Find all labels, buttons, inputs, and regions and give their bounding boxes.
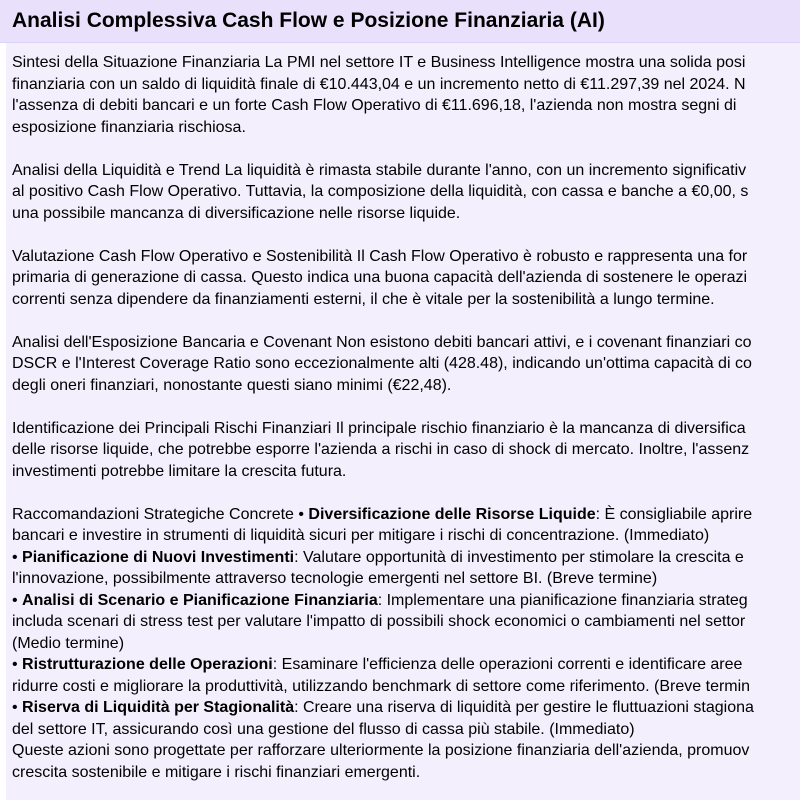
text-line: ridurre costi e migliorare la produttività, utilizzando benchmark di settore come riferimento. (Breve termin [12, 677, 751, 695]
text-line: crescita sostenibile e mitigare i rischi finanziari emergenti. [12, 763, 421, 781]
text-line: correnti senza dipendere da finanziamenti esterni, il che è vitale per la sostenibilità a lungo termine. [12, 290, 715, 308]
text-line: una possibile mancanza di diversificazione nelle risorse liquide. [12, 204, 461, 222]
recommendations-intro: Raccomandazioni Strategiche Concrete • [12, 505, 309, 523]
recommendation-item [12, 654, 754, 676]
text-line: bancari e investire in strumenti di liquidità sicuri per mitigare i rischi di concentrazione. (Immediato) [12, 527, 710, 544]
text-line: esposizione finanziaria rischiosa. [12, 118, 246, 136]
recommendation-title: Riserva di Liquidità per Stagionalità [22, 699, 295, 716]
paragraph-risks [12, 418, 754, 483]
text-line: (Medio termine) [12, 634, 125, 652]
text-line: Queste azioni sono progettate per rafforzare ulteriormente la posizione finanziaria dell'azienda, promuov [12, 742, 750, 759]
text-line: al positivo Cash Flow Operativo. Tuttavia, la composizione della liquidità, con cassa e banche a €0,00, s [12, 183, 749, 200]
header-bar [0, 0, 800, 43]
text-line: Sintesi della Situazione Finanziaria La PMI nel settore IT e Business Intelligence mostra una solida posi [12, 54, 746, 71]
text-line: DSCR e l'Interest Coverage Ratio sono eccezionalmente alti (428.48), indicando un'ottima capacità di co [12, 355, 752, 372]
paragraph-summary [12, 52, 754, 138]
text-line: Identificazione dei Principali Rischi Finanziari Il principale rischio finanziario è la mancanza di diversifica [12, 419, 746, 437]
recommendation-title: Ristrutturazione delle Operazioni [22, 656, 273, 673]
bullet: • [12, 548, 23, 566]
text-line: degli oneri finanziari, nonostante questi siano minimi (€22,48). [12, 376, 452, 394]
paragraph-gap [12, 138, 754, 160]
recommendation-title: Analisi di Scenario e Pianificazione Finanziaria [22, 591, 378, 609]
text-line: Valutazione Cash Flow Operativo e Sostenibilità Il Cash Flow Operativo è robusto e rappresenta una for [12, 247, 748, 265]
text-line: l'assenza di debiti bancari e un forte Cash Flow Operativo di €11.696,18, l'azienda non mostra segni di [12, 97, 737, 114]
text-line: delle risorse liquide, che potrebbe esporre l'azienda a rischi in caso di shock di mercato. Inoltre, l'assenz [12, 441, 750, 458]
paragraph-liquidity [12, 160, 754, 225]
text-line: primaria di generazione di cassa. Questo indica una buona capacità dell'azienda di sostenere le operazi [12, 269, 748, 286]
page-title: Analisi Complessiva Cash Flow e Posizione Finanziaria (AI) [12, 9, 605, 32]
analysis-content [12, 52, 754, 783]
recommendation-text: : Implementare una pianificazione finanziaria strateg [377, 591, 748, 609]
paragraph-gap [12, 310, 754, 332]
text-line: Analisi della Liquidità e Trend La liquidità è rimasta stabile durante l'anno, con un incremento significativ [12, 161, 747, 179]
recommendation-item [12, 697, 754, 719]
recommendation-item [12, 547, 754, 569]
bullet: • [12, 591, 23, 609]
bullet: • [12, 699, 23, 716]
paragraph-bank-exposure [12, 332, 754, 397]
paragraph-gap [12, 396, 754, 418]
recommendation-title: Pianificazione di Nuovi Investimenti [22, 548, 295, 566]
paragraph-gap [12, 224, 754, 246]
recommendation-text: : Creare una riserva di liquidità per gestire le fluttuazioni stagiona [294, 699, 754, 716]
text-line: investimenti potrebbe limitare la crescita futura. [12, 462, 347, 480]
recommendation-item [12, 504, 754, 526]
bullet: • [12, 656, 23, 673]
recommendation-text: : È consigliabile aprire [595, 505, 753, 523]
text-line: l'innovazione, possibilmente attraverso tecnologie emergenti nel settore BI. (Breve termine) [12, 570, 658, 587]
analysis-panel [6, 43, 800, 800]
recommendation-title: Diversificazione delle Risorse Liquide [308, 505, 596, 523]
paragraph-gap [12, 482, 754, 504]
text-line: finanziaria con un saldo di liquidità finale di €10.443,04 e un incremento netto di €11.297,39 nel 2024. N [12, 75, 746, 93]
recommendation-item [12, 590, 754, 612]
recommendation-text: : Valutare opportunità di investimento per stimolare la crescita e [294, 548, 744, 566]
paragraph-operating-cash-flow [12, 246, 754, 311]
text-line: Analisi dell'Esposizione Bancaria e Covenant Non esistono debiti bancari attivi, e i covenant finanziari co [12, 333, 752, 351]
text-line: del settore IT, assicurando così una gestione del flusso di cassa più stabile. (Immediato) [12, 720, 635, 738]
recommendations-section [12, 504, 754, 784]
text-line: includa scenari di stress test per valutare l'impatto di possibili shock economici o cambiamenti nel settor [12, 613, 746, 630]
recommendation-text: : Esaminare l'efficienza delle operazioni correnti e identificare aree [272, 656, 743, 673]
